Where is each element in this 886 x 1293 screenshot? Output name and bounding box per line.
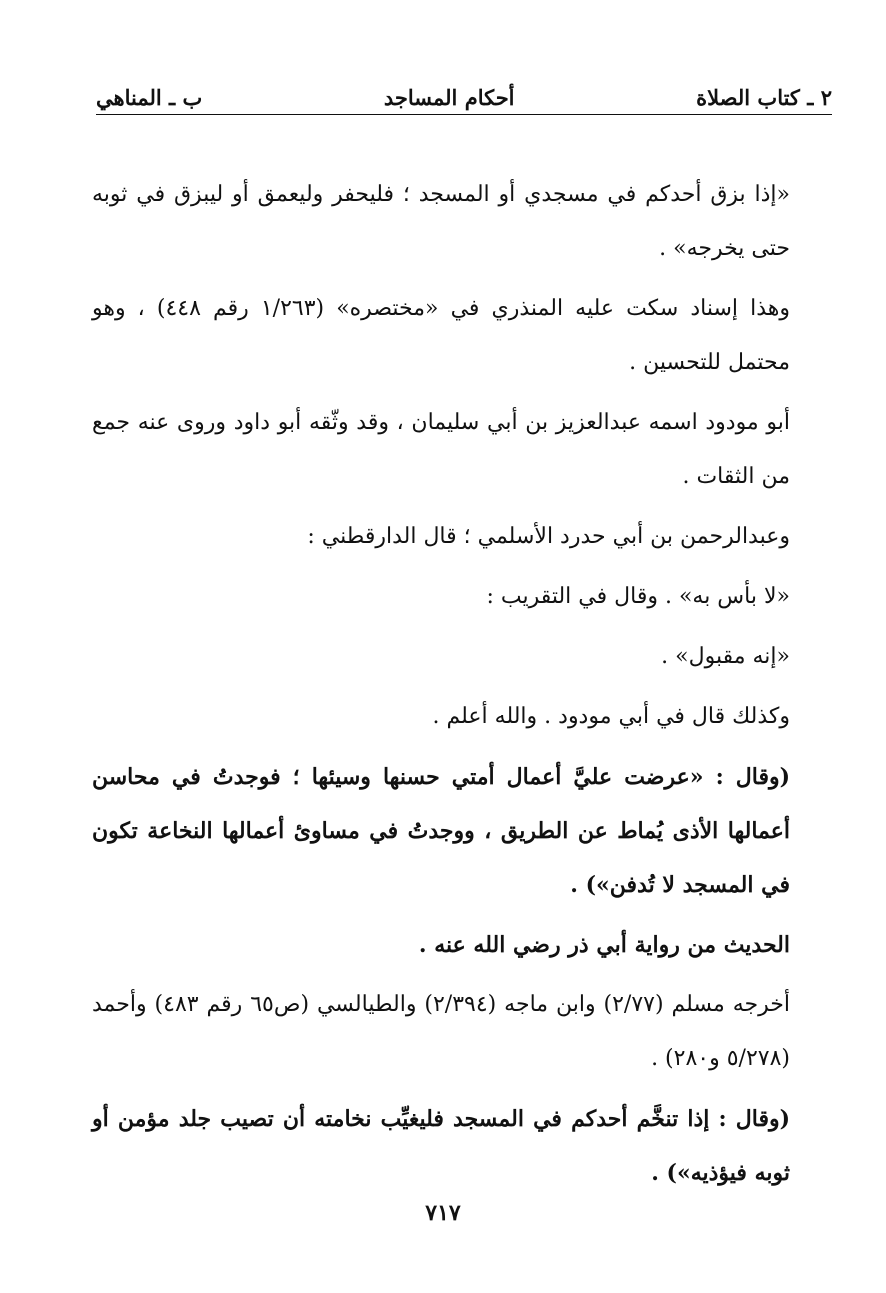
paragraph-hadith-quote: «إذا بزق أحدكم في مسجدي أو المسجد ؛ فليحفر وليعمق أو ليبزق في ثوبه حتى يخرجه» . (92, 182, 790, 261)
header-section: أحكام المساجد (383, 85, 515, 110)
paragraph-hadith-spitting: (وقال : إذا تنخَّم أحدكم في المسجد فليغيِّب نخامته أن تصيب جلد مؤمن أو ثوبه فيؤذيه») . (92, 1106, 790, 1186)
header-chapter: ٢ ـ كتاب الصلاة (696, 85, 832, 110)
paragraph-quote-no-harm: «لا بأس به» . وقال في التقريب : (486, 584, 790, 609)
paragraph-narration-source: الحديث من رواية أبي ذر رضي الله عنه . (418, 932, 790, 958)
paragraph-quote-accepted: «إنه مقبول» . (661, 644, 790, 669)
page-number: ٧١٧ (425, 1200, 461, 1226)
paragraph-isnad-note: وهذا إسناد سكت عليه المنذري في «مختصره» (١/٢٦٣ رقم ٤٤٨) ، وهو محتمل للتحسين . (92, 296, 790, 375)
paragraph-hadith-deeds: (وقال : «عرضت عليَّ أعمال أمتي حسنها وسيئها ؛ فوجدتُ في محاسن أعمالها الأذى يُماط عن الطريق ، ووجدتُ في مساوئ أعمالها النخاعة تكون في المسجد لا تُدفن») . (92, 764, 790, 898)
paragraph-narrator-abdulrahman: وعبدالرحمن بن أبي حدرد الأسلمي ؛ قال الدارقطني : (307, 524, 790, 549)
body-text (92, 168, 830, 1206)
paragraph-narrator-abu-mawdud: أبو مودود اسمه عبدالعزيز بن أبي سليمان ، وقد وثّقه أبو داود وروى عنه جمع من الثقات . (92, 410, 790, 489)
running-header (96, 76, 832, 110)
paragraph-conclusion: وكذلك قال في أبي مودود . والله أعلم . (432, 704, 790, 729)
header-divider (96, 114, 832, 115)
paragraph-takhrij: أخرجه مسلم (٢/٧٧) وابن ماجه (٢/٣٩٤) والطيالسي (ص٦٥ رقم ٤٨٣) وأحمد (٥/٢٧٨ و٢٨٠) . (92, 992, 790, 1071)
header-subsection: ب ـ المناهي (96, 85, 203, 110)
